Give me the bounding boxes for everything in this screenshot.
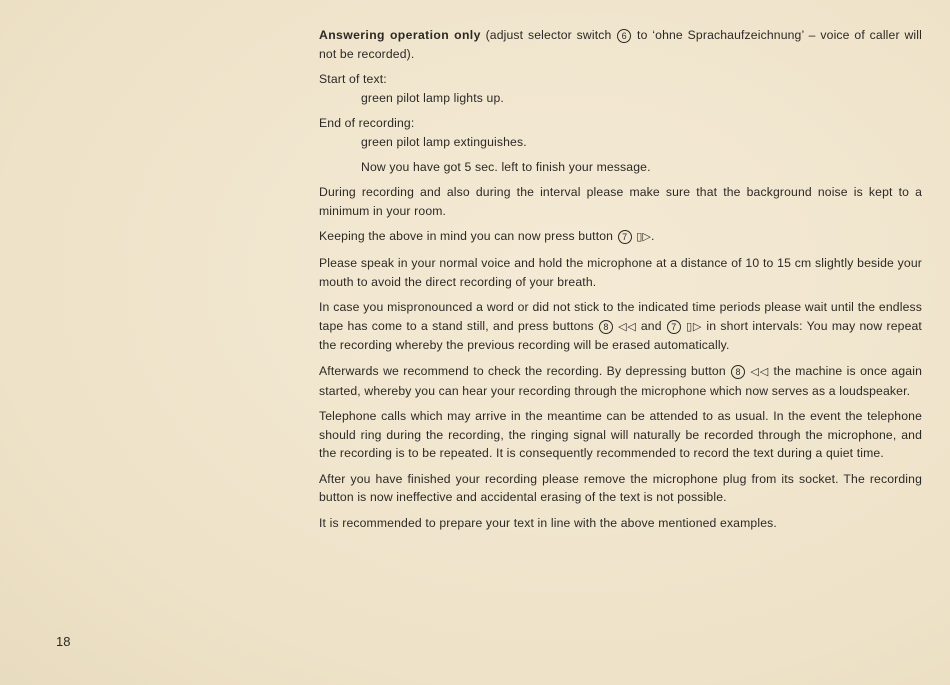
button-7-icon: 7 [667, 320, 681, 334]
heading-answering-operation: Answering operation only [319, 28, 481, 42]
button-8-icon: 8 [731, 365, 745, 379]
paragraph-mispronounced: In case you mispronounced a word or did not stick to the indicated time periods please wait until the endless tape has come to a stand still, and press buttons 8 ◁◁ and 7 ▯▷ in short intervals: You may now repeat the recording whereby the previous recording will be erased automatically. [319, 300, 922, 353]
rewind-symbol-icon: ◁◁ [750, 364, 770, 378]
page-number: 18 [56, 634, 71, 649]
paragraph-telephone-calls: Telephone calls which may arrive in the meantime can be attended to as usual. In the event the telephone should ring during the recording, the ringing signal will naturally be recorded through the microphone, and the recording is to be repeated. It is consequently recommended to record the text during a quiet time. [319, 409, 922, 461]
record-symbol-icon: ▯▷ [686, 319, 703, 333]
switch-number-icon: 6 [617, 29, 631, 43]
end-of-recording-label: End of recording: [319, 116, 415, 131]
paragraph-speak: Please speak in your normal voice and hold the microphone at a distance of 10 to 15 cm slightly beside your mouth to avoid the direct recording of your breath. [319, 255, 922, 289]
paragraph-background-noise: During recording and also during the interval please make sure that the background noise is kept to a minimum in your room. [319, 185, 922, 218]
paragraph-answering-operation: Answering operation only (adjust selector switch 6 to ‘ohne Sprachaufzeichnung’ – voice of caller will not be recorded). [319, 28, 922, 61]
paragraph-prepare-text: It is recommended to prepare your text in line with the above mentioned examples. [319, 516, 777, 531]
button-7-icon: 7 [618, 230, 632, 244]
end-of-recording-detail: green pilot lamp extinguishes. [361, 134, 527, 149]
start-of-text-label: Start of text: [319, 72, 387, 87]
button-8-icon: 8 [599, 320, 613, 334]
paragraph-check-recording: Afterwards we recommend to check the recording. By depressing button 8 ◁◁ the machine is once again started, whereby you can hear your recording through the microphone which now serves as a loudspeaker. [319, 363, 922, 398]
text-column [319, 26, 922, 540]
paragraph-remove-plug: After you have finished your recording please remove the microphone plug from its socket. The recording button is now ineffective and accidental erasing of the text is not possible. [319, 471, 922, 505]
rewind-symbol-icon: ◁◁ [618, 319, 637, 333]
start-of-text-detail: green pilot lamp lights up. [361, 90, 504, 105]
seconds-left-note: Now you have got 5 sec. left to finish your message. [361, 159, 651, 174]
record-symbol-icon: ▯▷ [636, 230, 652, 244]
paragraph-press-button: Keeping the above in mind you can now press button 7 ▯▷. [319, 229, 655, 244]
